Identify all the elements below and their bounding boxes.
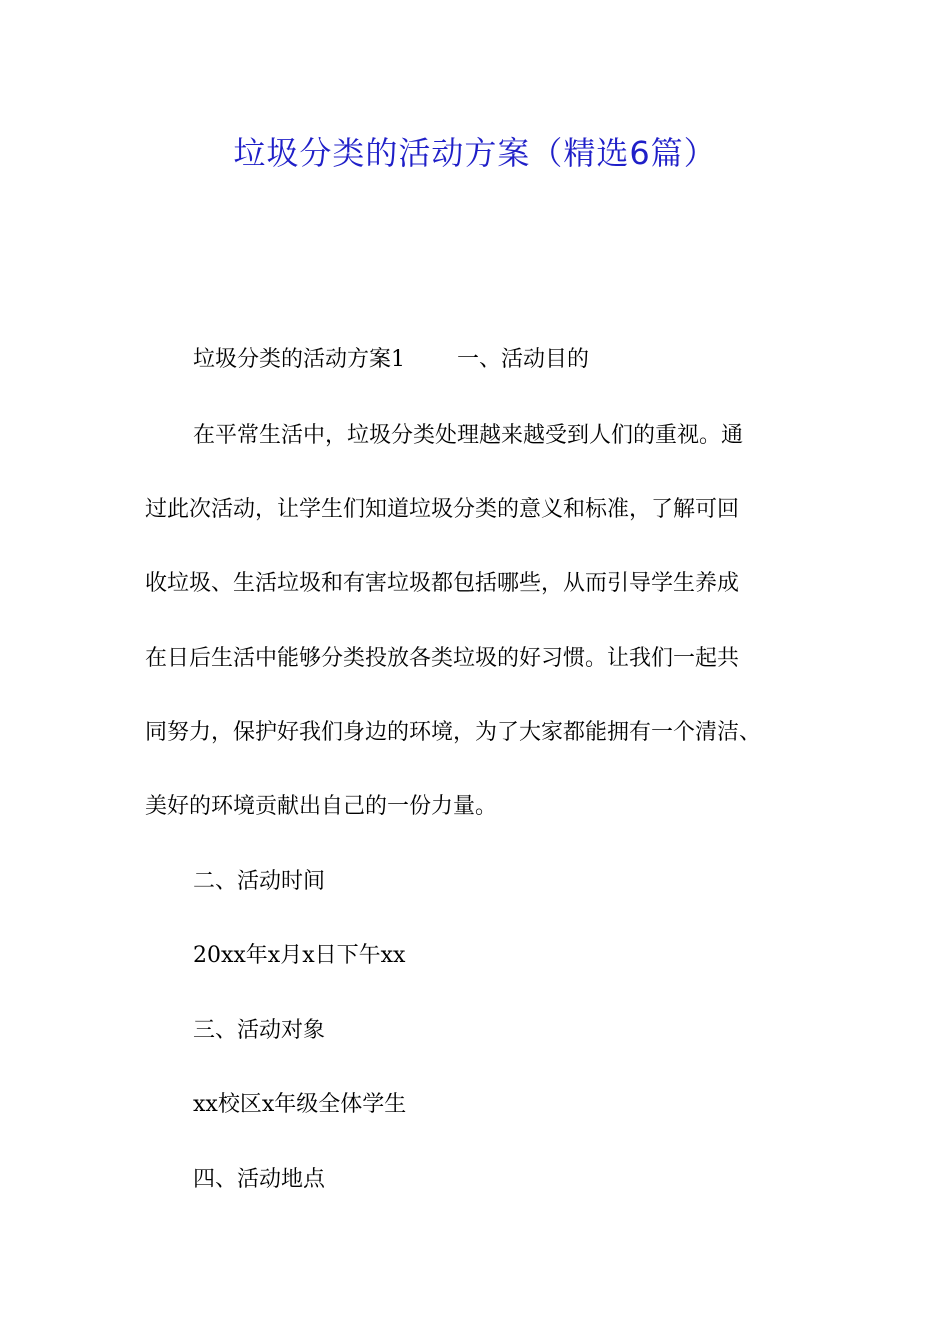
activity-time: 20xx年x月x日下午xx [193, 943, 406, 968]
section-heading-audience: 三、活动对象 [193, 1018, 326, 1043]
paragraph-line: 在日后生活中能够分类投放各类垃圾的好习惯。让我们一起共 [145, 646, 740, 671]
paragraph-line: 在平常生活中，垃圾分类处理越来越受到人们的重视。通 [193, 423, 744, 448]
paragraph-line: 美好的环境贡献出自己的一份力量。 [145, 794, 498, 819]
paragraph-line: 同努力，保护好我们身边的环境，为了大家都能拥有一个清洁、 [145, 720, 762, 745]
activity-audience: xx校区x年级全体学生 [193, 1092, 407, 1117]
section-heading-time: 二、活动时间 [193, 869, 326, 894]
plan-heading: 垃圾分类的活动方案1 [193, 347, 405, 372]
paragraph-line: 收垃圾、生活垃圾和有害垃圾都包括哪些，从而引导学生养成 [145, 571, 740, 596]
paragraph-line: 过此次活动，让学生们知道垃圾分类的意义和标准，了解可回 [145, 497, 740, 522]
section-heading-location: 四、活动地点 [193, 1167, 326, 1192]
first-line [193, 344, 589, 376]
section-heading-purpose: 一、活动目的 [457, 347, 590, 372]
document-title: 垃圾分类的活动方案（精选6篇） [233, 134, 717, 172]
